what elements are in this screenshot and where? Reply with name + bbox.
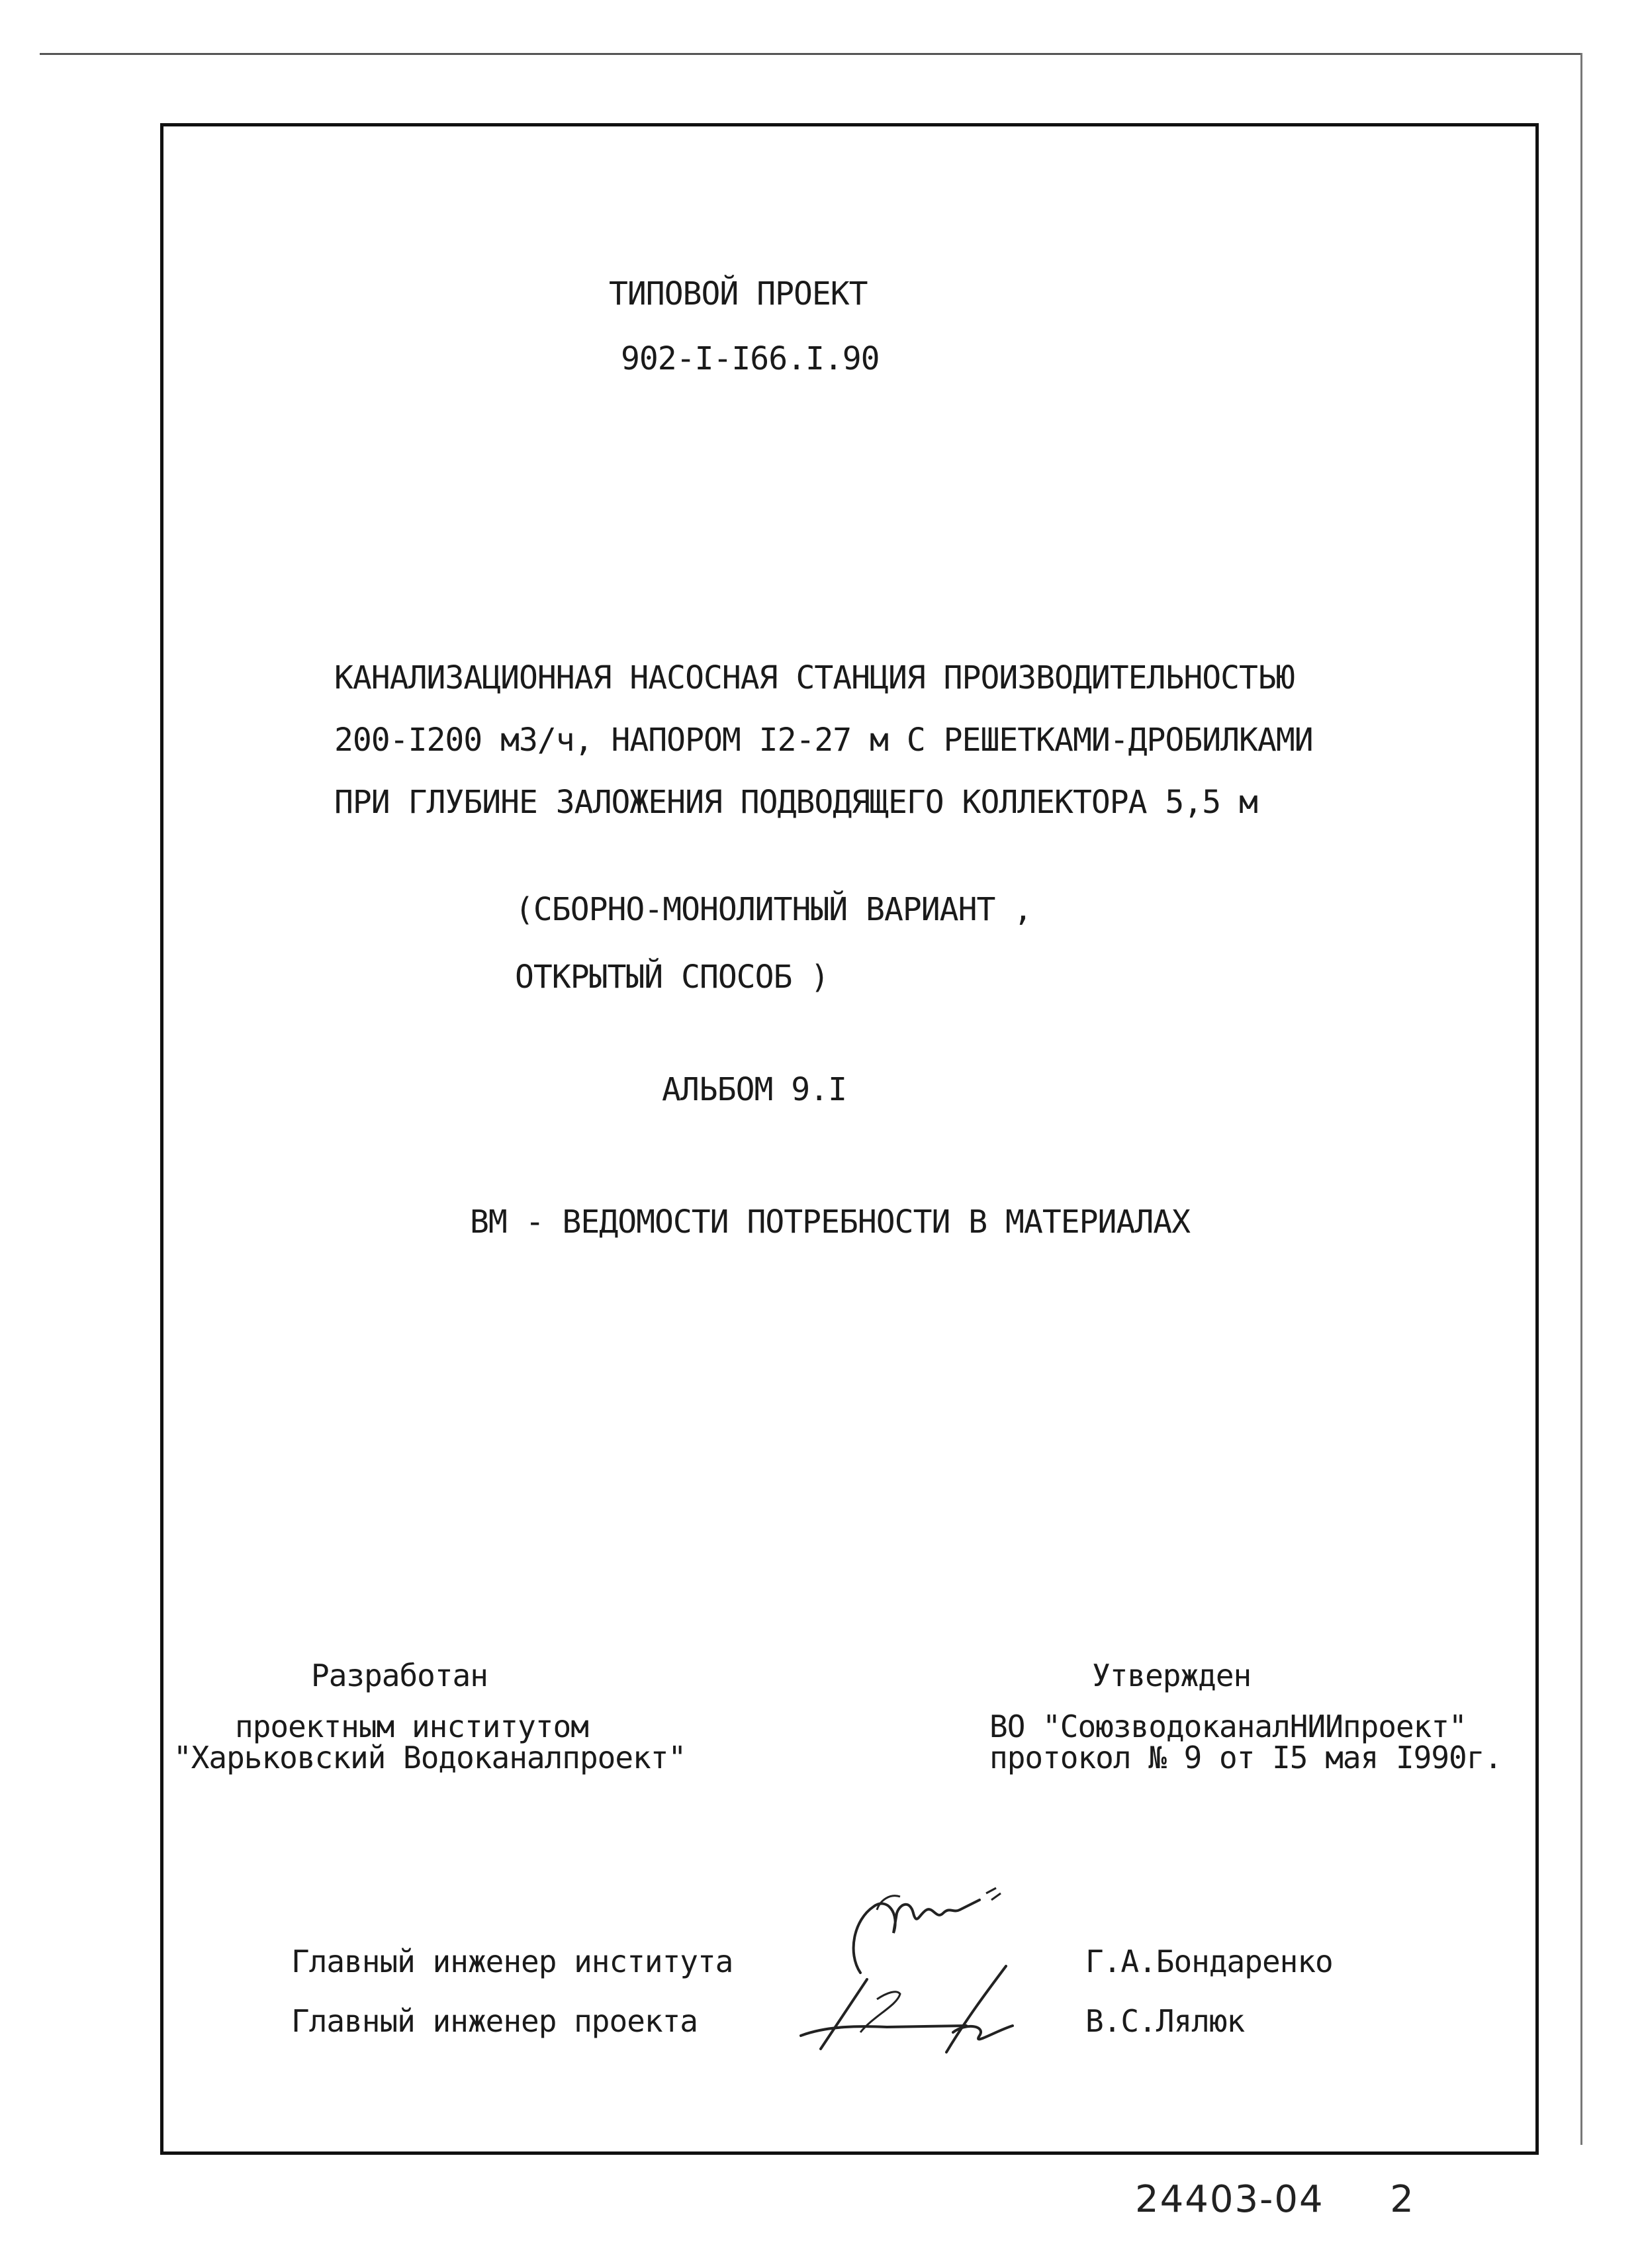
approved-line-2: протокол № 9 от I5 мая I990г. [989, 1740, 1502, 1775]
top-rule [40, 53, 1582, 55]
chief-engineer-project-role: Главный инженер проекта [291, 2003, 698, 2039]
page-frame [160, 123, 1539, 2155]
developed-heading: Разработан [311, 1658, 488, 1693]
album-description: ВМ - ВЕДОМОСТИ ПОТРЕБНОСТИ В МАТЕРИАЛАХ [470, 1204, 1191, 1241]
sheet-code-number: 24403-04 [1135, 2178, 1324, 2221]
variant-line-2: ОТКРЫТЫЙ СПОСОБ ) [515, 959, 829, 996]
variant-line-1: (СБОРНО-МОНОЛИТНЫЙ ВАРИАНТ , [515, 891, 1032, 928]
album-label: АЛЬБОМ 9.I [662, 1071, 846, 1108]
approved-line-1: ВО "СоюзводоканалНИИпроект" [989, 1709, 1467, 1744]
title-line-3: ПРИ ГЛУБИНЕ ЗАЛОЖЕНИЯ ПОДВОДЯЩЕГО КОЛЛЕКТОРА 5,5 м [334, 784, 1257, 821]
chief-engineer-institute-name: Г.А.Бондаренко [1085, 1944, 1333, 1979]
chief-engineer-institute-role: Главный инженер института [291, 1944, 733, 1979]
project-number: 902-I-I66.I.90 [621, 340, 880, 377]
sheet-code [1135, 2178, 1415, 2221]
signature-2-graphic [788, 1953, 1052, 2065]
approved-heading: Утвержден [1092, 1658, 1252, 1693]
title-line-1: КАНАЛИЗАЦИОННАЯ НАСОСНАЯ СТАНЦИЯ ПРОИЗВОДИТЕЛЬНОСТЬЮ [334, 659, 1295, 696]
right-rule [1580, 53, 1582, 2145]
developed-line-1: проектным институтом [235, 1709, 588, 1744]
project-type: ТИПОВОЙ ПРОЕКТ [609, 275, 868, 312]
developed-line-2: "Харьковский Водоканалпроект" [173, 1740, 686, 1775]
sheet-page-number: 2 [1390, 2178, 1415, 2221]
title-line-2: 200-I200 мЗ/ч, НАПОРОМ I2-27 м С РЕШЕТКАМИ-ДРОБИЛКАМИ [334, 722, 1313, 759]
chief-engineer-project-name: В.С.Лялюк [1085, 2003, 1245, 2039]
